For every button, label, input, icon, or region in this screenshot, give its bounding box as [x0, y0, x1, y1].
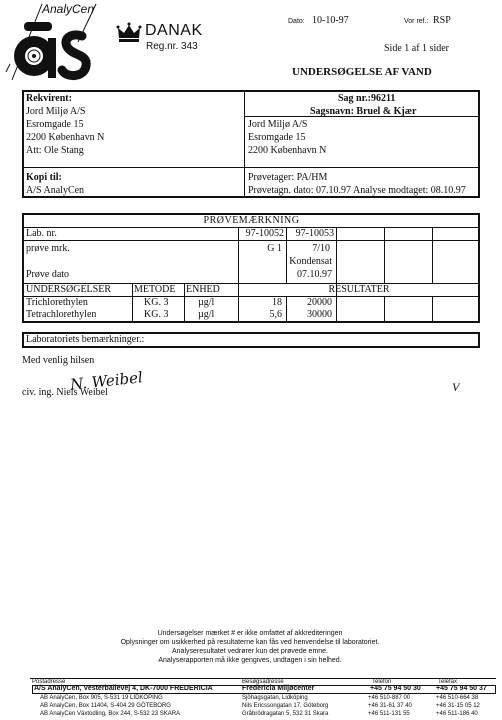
requester-line-2: Esromgade 15 — [26, 119, 84, 130]
signer-name: civ. ing. Niels Weibel — [22, 387, 108, 398]
analysis-name-2: Tetrachlorethylen — [26, 309, 97, 320]
case-line-2: Esromgade 15 — [248, 132, 306, 143]
sample-mark-2: 7/10 — [312, 243, 330, 254]
requester-line-1: Jord Miljø A/S — [26, 106, 86, 117]
footer-col-post: Postadresse — [32, 679, 66, 685]
crown-icon — [116, 22, 142, 44]
lab-nr-label: Lab. nr. — [26, 228, 57, 239]
sample-date-value: 07.10.97 — [297, 269, 332, 280]
page-info: Side 1 af 1 sider — [384, 43, 449, 54]
note-2: Oplysninger om usikkerhed på resultaterne kan fås ved henvendelse til laboratoriet. — [120, 639, 380, 646]
sample-table-title: PRØVEMÆRKNING — [203, 215, 300, 226]
case-line-3: 2200 København N — [248, 145, 327, 156]
footer-r1-post: A/S AnalyCen, Vesterballevej 4, DK-7000 FREDERICIA — [34, 685, 213, 692]
footer-r4-phone: +46 511-131 55 — [368, 711, 410, 717]
analysis-enhed-1: µg/l — [198, 297, 215, 308]
col-enhed: ENHED — [186, 284, 220, 295]
footer-r3-visit: Nils Ericssongatan 17, Göteborg — [242, 703, 329, 709]
remarks-label: Laboratoriets bemærkninger.: — [26, 334, 145, 345]
sampler: Prøvetager: PA/HM — [248, 172, 328, 183]
sample-mark-1: G 1 — [267, 243, 282, 254]
company-name: AnalyCen — [42, 2, 95, 16]
col-resultater: RESULTATER — [328, 284, 390, 295]
footer-r2-phone: +46 510-887 00 — [368, 695, 411, 701]
date-value: 10-10-97 — [312, 15, 349, 26]
reg-number: Reg.nr. 343 — [146, 41, 198, 52]
col-metode: METODE — [134, 284, 176, 295]
ref-label: Vor ref.: — [404, 18, 429, 25]
requester-line-4: Att: Ole Stang — [26, 145, 84, 156]
footer-r3-phone: +46 31-61 37 40 — [368, 703, 412, 709]
lab-nr-2: 97-10053 — [295, 228, 334, 239]
danak-label: DANAK — [145, 22, 203, 39]
analysis-v1-1: 18 — [272, 297, 282, 308]
footer-r4-fax: +46 511-186 40 — [436, 711, 478, 717]
requester-line-3: 2200 København N — [26, 132, 105, 143]
note-3: Analyseresultatet vedrører kun det prøvede emne. — [171, 648, 329, 655]
sample-date-label: Prøve dato — [26, 269, 70, 280]
case-number: Sag nr.:96211 — [338, 93, 396, 104]
analysis-v2-1: 20000 — [307, 297, 332, 308]
analysis-metode-2: KG. 3 — [144, 309, 169, 320]
footer-r3-post: AB AnalyCen, Box 11404, S-404 29 GÖTEBORG — [40, 703, 171, 709]
footer-col-phone: Telefon — [372, 679, 392, 685]
analysis-v2-2: 30000 — [307, 309, 332, 320]
analysis-name-1: Trichlorethylen — [26, 297, 88, 308]
check-mark: V — [452, 380, 460, 394]
sample-dates: Prøvetagn. dato: 07.10.97 Analyse modtaget: 08.10.97 — [248, 185, 466, 196]
footer-r2-visit: Sjöhagsgatan, Lidköping — [242, 695, 308, 701]
case-line-1: Jord Miljø A/S — [248, 119, 308, 130]
footer-r2-post: AB AnalyCen, Box 905, S-531 19 LIDKÖPING — [40, 695, 163, 701]
lab-nr-1: 97-10052 — [245, 228, 284, 239]
copy-value: A/S AnalyCen — [26, 185, 85, 196]
sample-kondensat: Kondensat — [289, 256, 332, 267]
analysis-enhed-2: µg/l — [198, 309, 215, 320]
requester-label: Rekvirent: — [26, 93, 72, 104]
ref-value: RSP — [433, 15, 451, 26]
footer-r1-visit: Fredericia Miljøcenter — [242, 685, 315, 692]
footer-col-visit: Besøgsadresse — [242, 679, 284, 685]
analysis-v1-2: 5,6 — [269, 309, 282, 320]
footer-r1-phone: +45 75 94 50 30 — [370, 685, 421, 692]
case-name: Sagsnavn: Bruel & Kjær — [310, 106, 417, 117]
note-1: Undersøgelser mærket # er ikke omfattet af akkrediteringen — [157, 630, 343, 637]
document-title: UNDERSØGELSE AF VAND — [292, 66, 432, 78]
note-4: Analyserapporten må ikke gengives, undtagen i sin helhed. — [158, 657, 342, 664]
greeting: Med venlig hilsen — [22, 355, 95, 366]
footer-r2-fax: +46 510-664 38 — [436, 695, 479, 701]
date-label: Dato: — [288, 18, 305, 25]
analysis-metode-1: KG. 3 — [144, 297, 169, 308]
footer-col-fax: Telefax — [438, 679, 458, 685]
footer-r3-fax: +46 31-15 05 12 — [436, 703, 480, 709]
footer-r4-visit: Gråbrödragatan 5, 532 31 Skara — [242, 711, 329, 717]
copy-label: Kopi til: — [26, 172, 62, 183]
col-undersogelser: UNDERSØGELSER — [26, 284, 112, 295]
footer-r1-fax: +45 75 94 50 37 — [436, 685, 487, 692]
footer-r4-post: AB AnalyCen Växtodling, Box 244, S-532 23 SKARA — [40, 711, 181, 717]
sample-mark-label: prøve mrk. — [26, 243, 70, 254]
signature: N. Weibel — [69, 368, 144, 394]
